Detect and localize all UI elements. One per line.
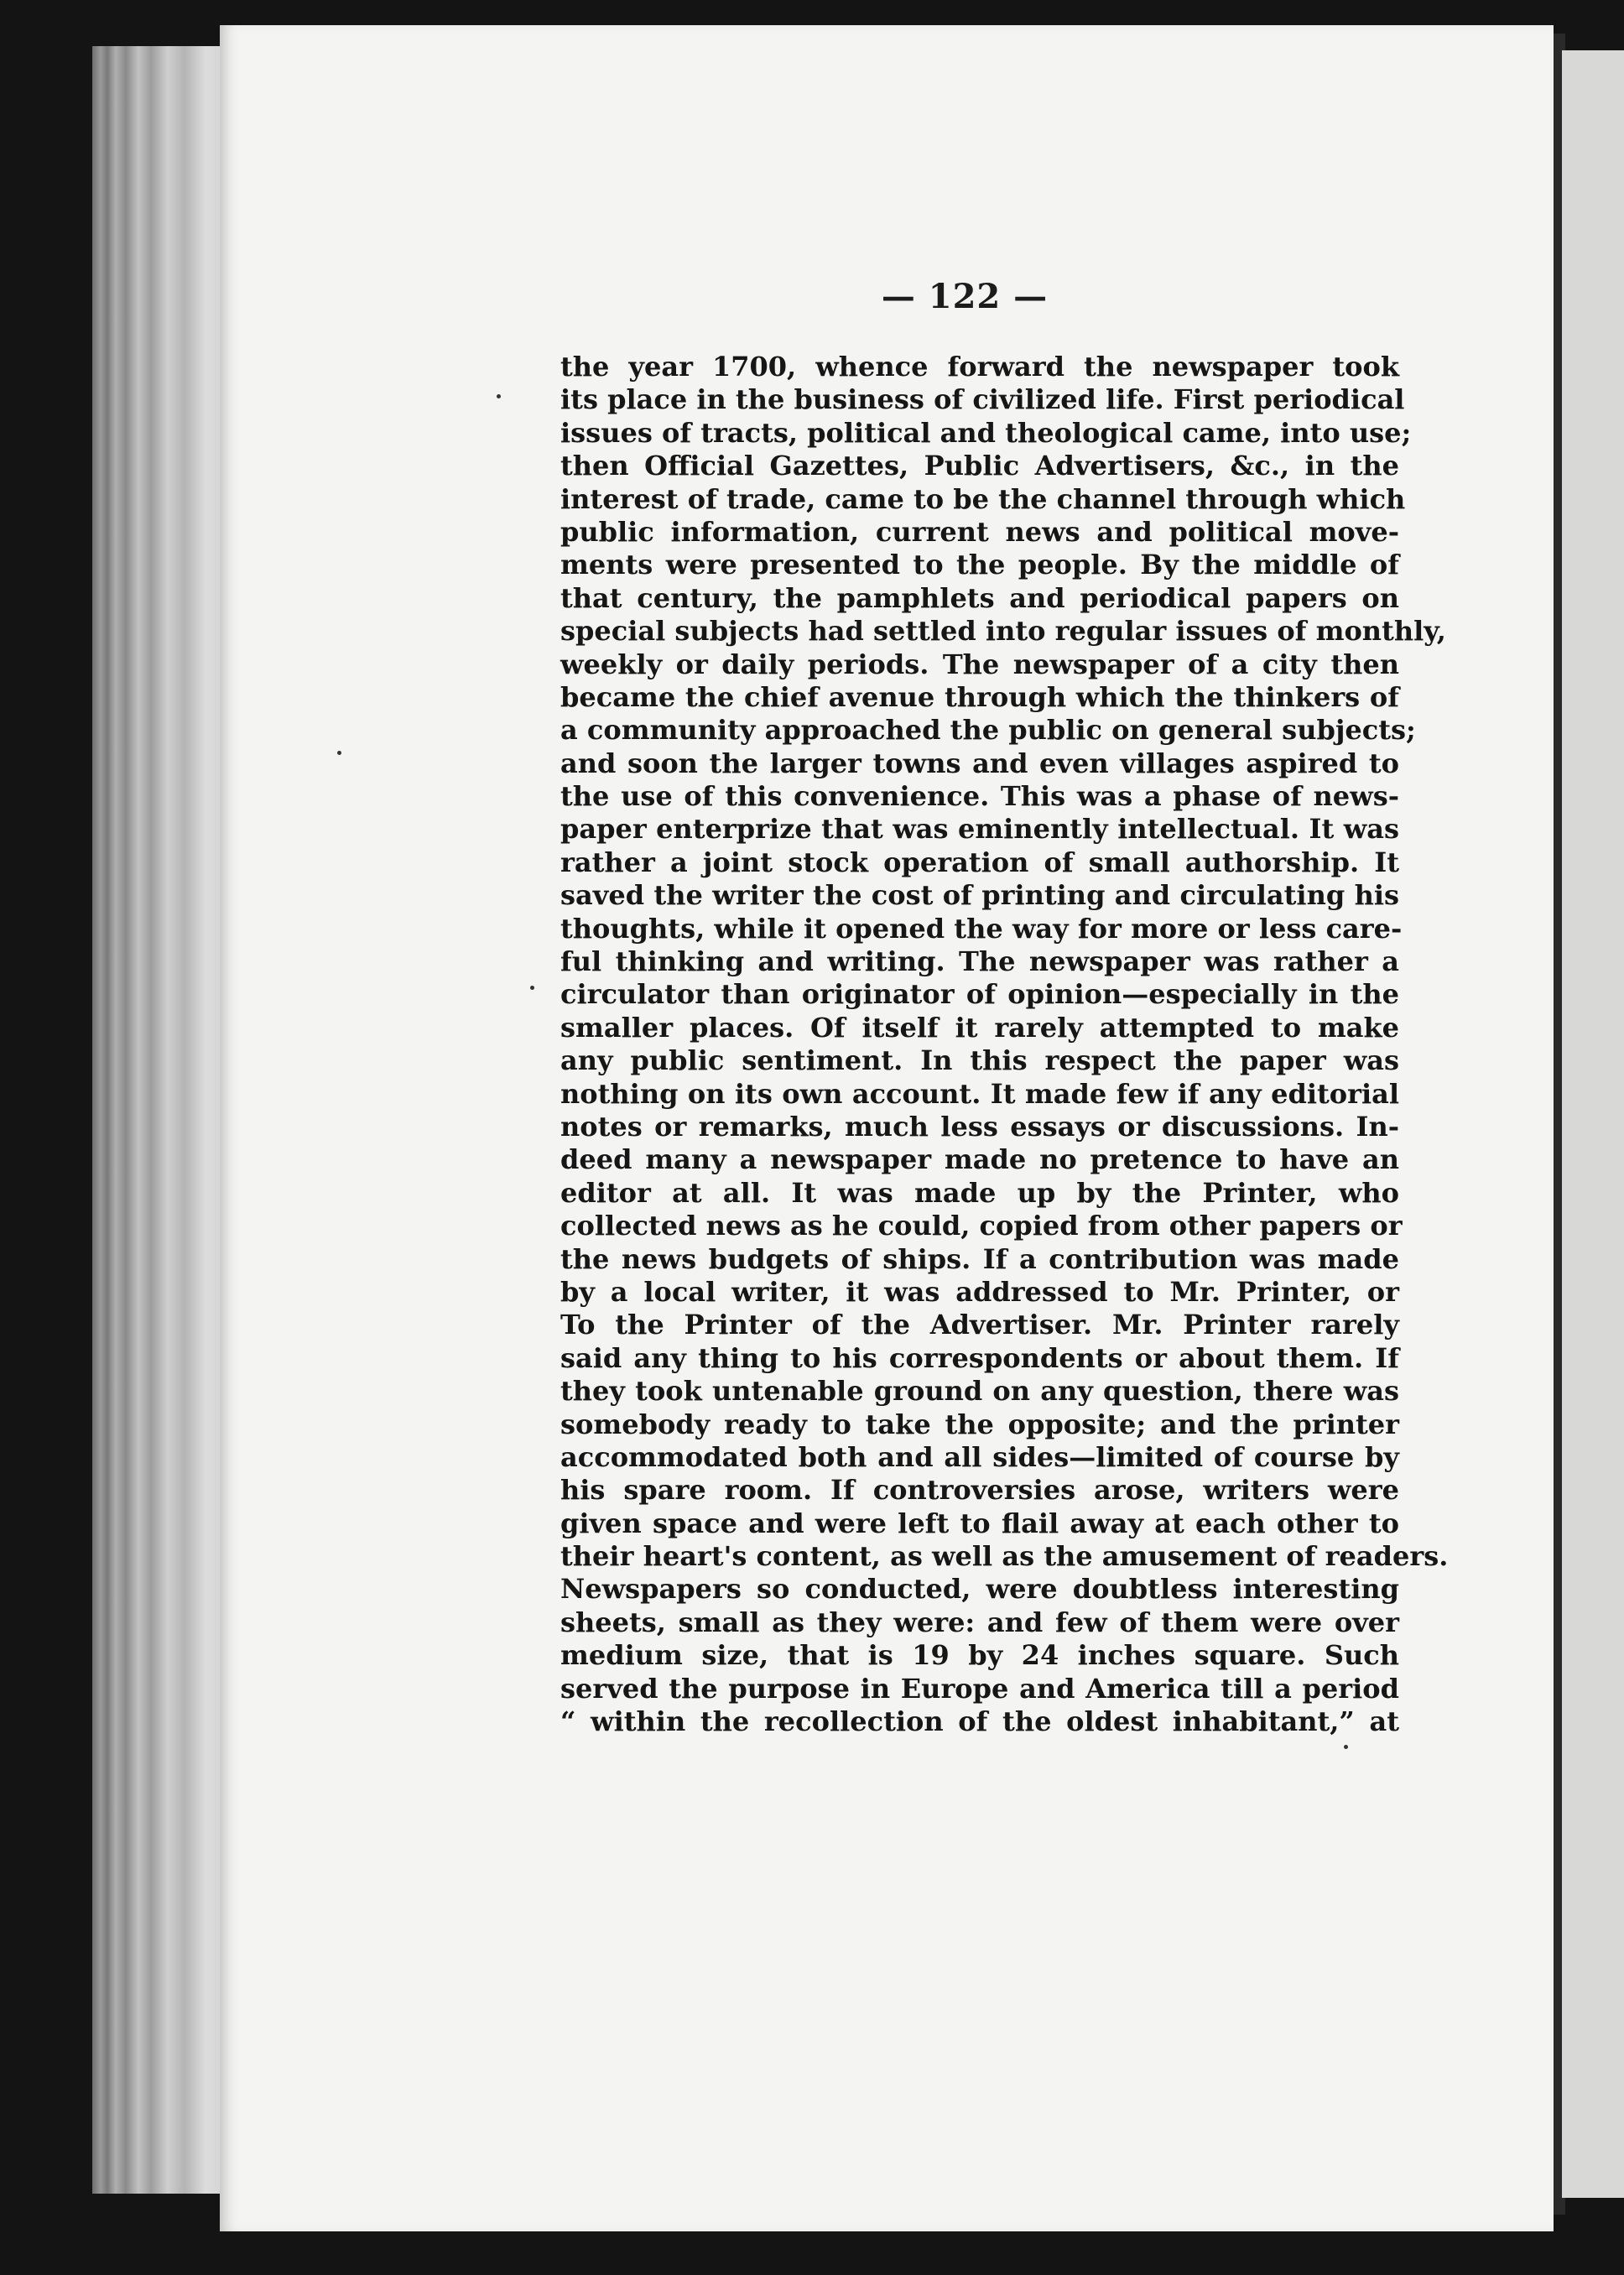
text-line: any public sentiment. In this respect the paper was xyxy=(560,1044,1399,1077)
text-line: became the chief avenue through which the thinkers of xyxy=(560,680,1399,713)
text-line: paper enterprize that was eminently intellectual. It was xyxy=(560,813,1399,846)
text-line: their heart's content, as well as the amusement of readers. xyxy=(560,1540,1449,1573)
ink-speck xyxy=(530,986,534,990)
text-line: weekly or daily periods. The newspaper of a city then xyxy=(560,648,1399,680)
text-line: public information, current news and political move- xyxy=(560,515,1399,548)
text-line: somebody ready to take the opposite; and the printer xyxy=(560,1408,1399,1440)
text-line: nothing on its own account. It made few if any editorial xyxy=(560,1077,1399,1110)
text-line: sheets, small as they were: and few of them were over xyxy=(560,1606,1399,1638)
text-line: its place in the business of civilized life. First periodical xyxy=(560,383,1405,416)
text-line: that century, the pamphlets and periodical papers on xyxy=(560,581,1399,614)
text-line: then Official Gazettes, Public Advertisers, &c., in the xyxy=(560,450,1399,482)
text-line: said any thing to his correspondents or about them. If xyxy=(560,1341,1399,1374)
text-line: “ within the recollection of the oldest inhabitant,” at xyxy=(560,1705,1399,1738)
ink-speck xyxy=(337,751,341,755)
text-line: ful thinking and writing. The newspaper was rather a xyxy=(560,945,1399,978)
text-line: rather a joint stock operation of small authorship. It xyxy=(560,846,1399,878)
text-line: a community approached the public on general subjects; xyxy=(560,714,1416,747)
book-page-edges xyxy=(92,46,226,2194)
text-line: issues of tracts, political and theological came, into use; xyxy=(560,416,1412,449)
text-line: ments were presented to the people. By the middle of xyxy=(560,549,1399,581)
page-number: — 122 — xyxy=(881,277,1049,316)
text-line: served the purpose in Europe and America till a period xyxy=(560,1672,1399,1705)
text-line: Newspapers so conducted, were doubtless interesting xyxy=(560,1573,1399,1606)
text-line: the year 1700, whence forward the newspaper took xyxy=(560,351,1399,383)
text-line: collected news as he could, copied from other papers or xyxy=(560,1210,1403,1242)
ink-speck xyxy=(1344,1745,1348,1749)
text-line: by a local writer, it was addressed to Mr. Printer, or xyxy=(560,1275,1399,1308)
ink-speck xyxy=(497,394,501,398)
text-line: they took untenable ground on any question, there was xyxy=(560,1375,1399,1408)
text-line: given space and were left to flail away at each other to xyxy=(560,1507,1399,1539)
text-line: accommodated both and all sides—limited of course by xyxy=(560,1440,1399,1473)
text-line: To the Printer of the Advertiser. Mr. Printer rarely xyxy=(560,1309,1399,1341)
page-body-text xyxy=(560,351,1449,1738)
text-line: his spare room. If controversies arose, writers were xyxy=(560,1474,1399,1507)
text-line: circulator than originator of opinion—especially in the xyxy=(560,978,1399,1011)
text-line: smaller places. Of itself it rarely attempted to make xyxy=(560,1011,1399,1044)
text-line: notes or remarks, much less essays or discussions. In- xyxy=(560,1110,1399,1143)
text-line: thoughts, while it opened the way for more or less care- xyxy=(560,912,1403,945)
text-line: special subjects had settled into regular issues of monthly, xyxy=(560,615,1446,648)
text-line: medium size, that is 19 by 24 inches square. Such xyxy=(560,1639,1399,1672)
text-line: interest of trade, came to be the channel through which xyxy=(560,482,1406,515)
text-line: and soon the larger towns and even villages aspired to xyxy=(560,747,1399,779)
adjacent-page-edge xyxy=(1562,50,1624,2198)
text-line: editor at all. It was made up by the Printer, who xyxy=(560,1176,1399,1209)
text-line: deed many a newspaper made no pretence to have an xyxy=(560,1143,1399,1176)
text-line: the news budgets of ships. If a contribution was made xyxy=(560,1242,1399,1275)
text-line: the use of this convenience. This was a phase of news- xyxy=(560,780,1399,813)
text-line: saved the writer the cost of printing and circulating his xyxy=(560,879,1399,912)
